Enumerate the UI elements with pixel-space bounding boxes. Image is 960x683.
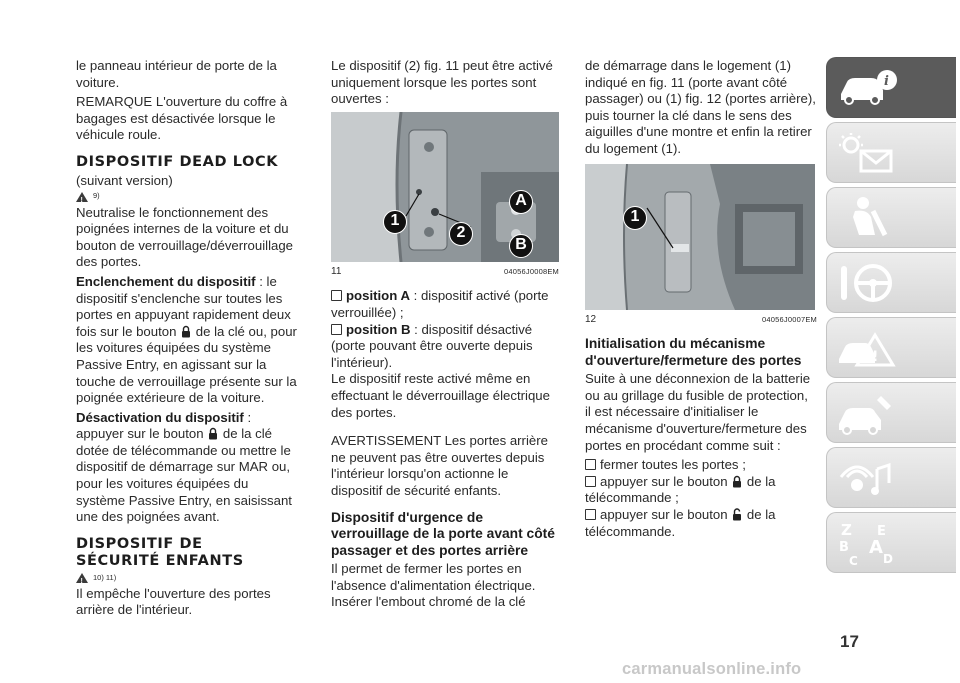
- callout-1: 1: [623, 206, 647, 230]
- paragraph: Il permet de fermer les portes en l'absence d'alimentation électrique. Insérer l'embout chromé de la clé: [331, 561, 536, 610]
- svg-text:A: A: [869, 536, 883, 558]
- paragraph: Suite à une déconnexion de la batterie ou au grillage du fusible de protection, il est nécessaire d'initialiser le mécanisme d'ouverture/fermeture des portes en procédant comme suit :: [585, 371, 811, 453]
- callout-B: B: [509, 234, 533, 258]
- svg-text:E: E: [877, 523, 886, 539]
- figure-12: [585, 164, 815, 310]
- svg-text:B: B: [839, 539, 849, 555]
- position-b-item: position B : dispositif désactivé (porte pouvant être ouverte depuis l'intérieur).: [331, 321, 533, 370]
- car-info-icon: [837, 68, 899, 108]
- index-icon: [837, 519, 901, 567]
- warning-reference: ! 10) 11): [76, 572, 298, 584]
- lock-button-icon: [732, 475, 742, 488]
- version-note: (suivant version): [76, 172, 173, 188]
- tab-warning-lights[interactable]: [826, 122, 956, 183]
- tab-driving[interactable]: [826, 252, 956, 313]
- figure-number: 12: [585, 313, 597, 325]
- bullet-icon: [585, 459, 596, 470]
- multimedia-icon: [837, 455, 897, 501]
- paragraph: le panneau intérieur de porte de la voiture.: [76, 58, 277, 90]
- tab-index[interactable]: [826, 512, 956, 573]
- column-2: [331, 58, 559, 614]
- unlock-button-icon: [732, 508, 742, 521]
- svg-text:C: C: [849, 553, 858, 567]
- figure-number: 11: [331, 265, 342, 277]
- figure-11: [331, 112, 559, 262]
- warning-lights-icon: [837, 131, 897, 175]
- section-heading-initialisation: Initialisation du mécanisme d'ouverture/fermeture des portes: [585, 336, 802, 368]
- safety-seat-icon: [837, 195, 897, 241]
- section-heading-dead-lock: DISPOSITIF DEAD LOCK: [76, 153, 279, 170]
- maintenance-icon: [837, 390, 897, 436]
- warning-reference: ! 9): [76, 191, 298, 203]
- paragraph: de démarrage dans le logement (1) indiqué en fig. 11 (porte avant côté passager) ou (1) fig. 12 (portes arrière), puis tourner la clé dans le sens des aiguilles d'une montre et enfin la retirer du logement (1).: [585, 58, 816, 156]
- bullet-icon: [585, 509, 596, 520]
- svg-text:!: !: [872, 348, 879, 365]
- figure-caption: [331, 264, 559, 281]
- callout-1: 1: [383, 210, 407, 234]
- warning-paragraph: AVERTISSEMENT Les portes arrière ne peuvent pas être ouvertes depuis l'intérieur lorsqu'on actionne le dispositif de sécurité enfants.: [331, 433, 548, 498]
- figure-caption: [585, 312, 817, 329]
- tab-multimedia[interactable]: [826, 447, 956, 508]
- footer-watermark: carmanualsonline.info: [622, 660, 802, 678]
- svg-text:Z: Z: [841, 520, 852, 539]
- callout-A: A: [509, 190, 533, 214]
- step-item: appuyer sur le bouton de la télécommande ;: [585, 473, 776, 506]
- section-heading-urgence: Dispositif d'urgence de verrouillage de la porte avant côté passager et des portes arrière: [331, 509, 555, 558]
- enclenchement-title: Enclenchement du dispositif: [76, 273, 256, 289]
- column-1: [76, 58, 298, 622]
- lock-button-icon: [208, 427, 218, 440]
- chapter-tabs: [826, 57, 956, 577]
- warning-triangle-icon: [76, 573, 88, 583]
- lock-button-icon: [181, 325, 191, 338]
- driving-icon: [837, 260, 897, 306]
- bullet-icon: [331, 324, 342, 335]
- paragraph: Le dispositif reste activé même en effectuant le déverrouillage électrique des portes.: [331, 371, 550, 420]
- figure-code: 04056J0007EM: [762, 314, 817, 324]
- desactivation-title: Désactivation du dispositif: [76, 409, 244, 425]
- paragraph: Neutralise le fonctionnement des poignées internes de la voiture et du bouton de verrouillage/déverrouillage des portes.: [76, 204, 294, 270]
- paragraph: Il empêche l'ouverture des portes arrière de l'intérieur.: [76, 585, 271, 618]
- tab-safety[interactable]: [826, 187, 956, 248]
- position-a-item: position A : dispositif activé (porte verrouillée) ;: [331, 288, 549, 320]
- bullet-icon: [331, 290, 342, 301]
- callout-2: 2: [449, 222, 473, 246]
- bullet-icon: [585, 476, 596, 487]
- step-item: fermer toutes les portes ;: [585, 457, 817, 474]
- step-item: appuyer sur le bouton de la télécommande.: [585, 506, 776, 539]
- remark-paragraph: REMARQUE L'ouverture du coffre à bagages est désactivée lorsque le véhicule roule.: [76, 94, 288, 143]
- section-heading-securite-enfants: DISPOSITIF DE SÉCURITÉ ENFANTS: [76, 535, 244, 569]
- tab-maintenance[interactable]: [826, 382, 956, 443]
- tab-emergency[interactable]: [826, 317, 956, 378]
- figure-code: 04056J0008EM: [504, 266, 559, 276]
- rear-door-latch-illustration: [585, 164, 815, 310]
- svg-text:i: i: [884, 73, 889, 89]
- column-3: [585, 58, 817, 540]
- svg-text:D: D: [883, 551, 893, 566]
- page-number: 17: [840, 632, 859, 651]
- emergency-icon: [837, 325, 897, 371]
- enclenchement-paragraph: Enclenchement du dispositif : le dispositif s'enclenche sur toutes les portes en appuyant rapidement deux fois sur le bouton de la clé ou, pour les voitures équipées du système Passive Entry, en agissant sur la touche de verrouillage présente sur la poignée extérieure de la voiture.: [76, 273, 297, 406]
- paragraph: Le dispositif (2) fig. 11 peut être activé uniquement lorsque les portes sont ouvertes :: [331, 58, 553, 107]
- desactivation-paragraph: Désactivation du dispositif : appuyer sur le bouton de la clé dotée de télécommande ou mettre le dispositif de démarrage sur MAR ou, pour les voitures équipées du système Passive Entry, en saisissant une des poignées avant.: [76, 409, 292, 525]
- warning-triangle-icon: [76, 192, 88, 202]
- tab-car-info[interactable]: [826, 57, 956, 118]
